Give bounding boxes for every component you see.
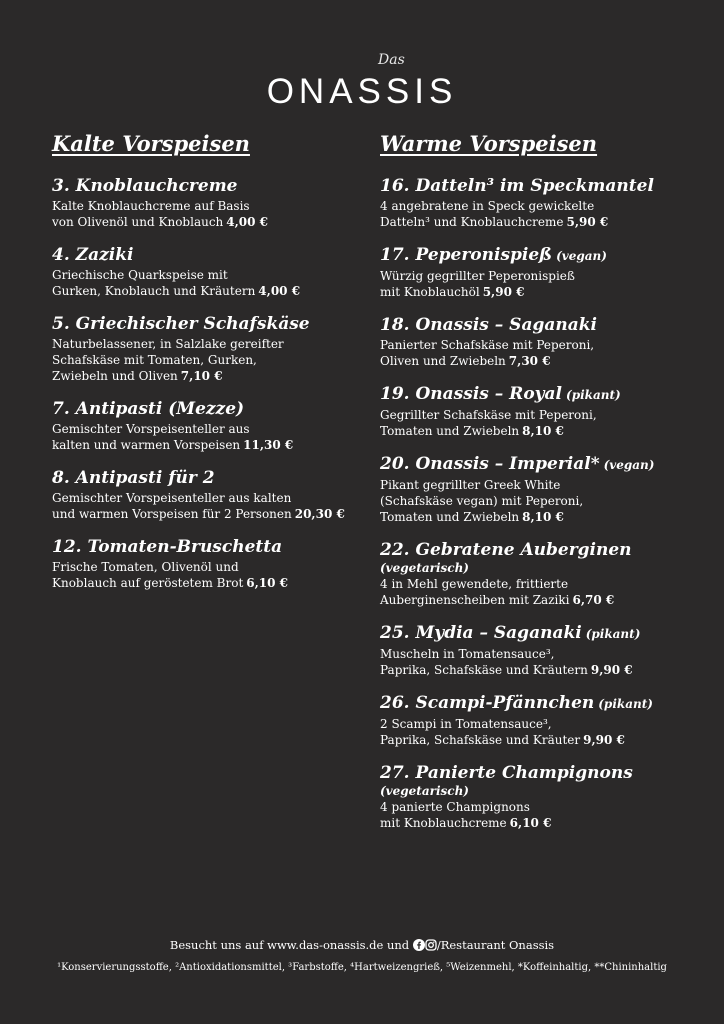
description-line: Gemischter Vorspeisenteller aus bbox=[52, 422, 250, 436]
description-line: Tomaten und Zwiebeln bbox=[380, 424, 520, 438]
logo-das-text: Das bbox=[378, 52, 405, 68]
description-line: und warmen Vorspeisen für 2 Personen bbox=[52, 507, 292, 521]
description-line: Panierter Schafskäse mit Peperoni, bbox=[380, 338, 595, 352]
menu-item-tag: (vegan) bbox=[556, 249, 607, 263]
description-line: Naturbelassener, in Salzlake gereifter bbox=[52, 337, 284, 351]
description-line: Griechische Quarkspeise mit bbox=[52, 268, 228, 282]
menu-item-description bbox=[380, 576, 690, 608]
menu-item-price: 5,90 € bbox=[482, 285, 525, 299]
menu-item-name bbox=[380, 763, 690, 784]
facebook-icon[interactable] bbox=[413, 939, 425, 954]
menu-item bbox=[52, 314, 352, 384]
menu-item bbox=[380, 384, 690, 439]
menu-item-title: 16. Datteln³ im Speckmantel bbox=[380, 176, 654, 196]
description-line: 2 Scampi in Tomatensauce³, bbox=[380, 717, 552, 731]
description-line: Gegrillter Schafskäse mit Peperoni, bbox=[380, 408, 597, 422]
menu-item bbox=[380, 315, 690, 369]
warm-starters-column bbox=[380, 130, 690, 846]
menu-item-title: 7. Antipasti (Mezze) bbox=[52, 399, 245, 419]
menu-item-title: 27. Panierte Champignons bbox=[380, 763, 633, 783]
description-line: Gurken, Knoblauch und Kräutern bbox=[52, 284, 256, 298]
menu-item-title: 26. Scampi-Pfännchen bbox=[380, 693, 595, 713]
menu-item-price: 8,10 € bbox=[522, 510, 564, 524]
menu-item-tag: (vegan) bbox=[603, 458, 655, 472]
menu-item bbox=[380, 176, 690, 230]
menu-item-name bbox=[380, 315, 690, 336]
menu-item-title: 20. Onassis – Imperial* bbox=[380, 454, 600, 474]
description-line: Oliven und Zwiebeln bbox=[380, 354, 506, 368]
menu-item bbox=[52, 537, 352, 591]
description-line: mit Knoblauchöl bbox=[380, 285, 480, 299]
menu-item-title: 17. Peperonispieß bbox=[380, 245, 553, 265]
menu-item-price: 6,10 € bbox=[246, 576, 289, 590]
menu-item-description bbox=[52, 490, 352, 522]
menu-item-description bbox=[380, 646, 690, 678]
menu-item-name bbox=[52, 537, 352, 558]
description-line: (Schafskäse vegan) mit Peperoni, bbox=[380, 494, 584, 508]
menu-item bbox=[52, 176, 352, 230]
description-line: von Olivenöl und Knoblauch bbox=[52, 215, 224, 229]
description-line: Auberginenscheiben mit Zaziki bbox=[380, 593, 570, 607]
menu-item-price: 4,00 € bbox=[258, 284, 301, 298]
menu-item-price: 7,30 € bbox=[508, 354, 551, 368]
menu-item bbox=[380, 763, 690, 831]
description-line: mit Knoblauchcreme bbox=[380, 816, 507, 830]
menu-item-price: 6,70 € bbox=[572, 593, 615, 607]
menu-item-name bbox=[52, 314, 352, 335]
description-line: Datteln³ und Knoblauchcreme bbox=[380, 215, 564, 229]
description-line: Paprika, Schafskäse und Kräutern bbox=[380, 663, 588, 677]
menu-item-price: 8,10 € bbox=[522, 424, 564, 438]
description-line: Frische Tomaten, Olivenöl und bbox=[52, 560, 239, 574]
menu-item-description bbox=[380, 407, 690, 439]
menu-item-description bbox=[380, 337, 690, 369]
footer-social-handle: /Restaurant Onassis bbox=[436, 938, 555, 952]
footer-visit-line bbox=[0, 938, 724, 954]
section-title-cold: Kalte Vorspeisen bbox=[52, 131, 250, 156]
menu-item-title: 8. Antipasti für 2 bbox=[52, 468, 215, 488]
description-line: Knoblauch auf geröstetem Brot bbox=[52, 576, 244, 590]
menu-item-price: 6,10 € bbox=[509, 816, 552, 830]
menu-item bbox=[380, 693, 690, 748]
menu-item-tag: (pikant) bbox=[585, 627, 641, 641]
menu-item-title: 25. Mydia – Saganaki bbox=[380, 623, 582, 643]
cold-starters-column bbox=[52, 130, 352, 606]
menu-item-description bbox=[380, 198, 690, 230]
menu-item-name bbox=[380, 245, 690, 267]
description-line: Würzig gegrillter Peperonispieß bbox=[380, 269, 575, 283]
menu-item-description bbox=[52, 267, 352, 299]
description-line: Pikant gegrillter Greek White bbox=[380, 478, 561, 492]
menu-item-name bbox=[52, 468, 352, 489]
menu-item bbox=[52, 468, 352, 522]
description-line: Zwiebeln und Oliven bbox=[52, 369, 178, 383]
menu-item-description bbox=[52, 421, 352, 453]
menu-item-description bbox=[52, 336, 352, 384]
menu-item-title: 18. Onassis – Saganaki bbox=[380, 315, 597, 335]
menu-item-price: 9,90 € bbox=[583, 733, 625, 747]
menu-item-description bbox=[380, 716, 690, 748]
warm-starters-list bbox=[380, 176, 690, 831]
menu-item-tag: (pikant) bbox=[566, 388, 621, 402]
description-line: Kalte Knoblauchcreme auf Basis bbox=[52, 199, 250, 213]
cold-starters-list bbox=[52, 176, 352, 591]
menu-item-price: 7,10 € bbox=[180, 369, 223, 383]
description-line: 4 in Mehl gewendete, frittierte bbox=[380, 577, 569, 591]
menu-item bbox=[380, 540, 690, 608]
menu-item-title: 19. Onassis – Royal bbox=[380, 384, 563, 404]
allergen-legend: ¹Konservierungsstoffe, ²Antioxidationsmittel, ³Farbstoffe, ⁴Hartweizengrieß, ⁵Weizenmehl, *Koffeinhaltig, **Chininhaltig bbox=[57, 962, 667, 973]
description-line: 4 angebratene in Speck gewickelte bbox=[380, 199, 595, 213]
menu-item-description bbox=[52, 198, 352, 230]
menu-item-name bbox=[380, 454, 690, 476]
menu-item bbox=[380, 623, 690, 678]
instagram-icon[interactable] bbox=[425, 939, 437, 954]
menu-item-name bbox=[380, 623, 690, 645]
menu-item-description bbox=[52, 559, 352, 591]
menu-item-name bbox=[380, 693, 690, 715]
menu-item-price: 11,30 € bbox=[243, 438, 294, 452]
menu-item bbox=[380, 454, 690, 525]
menu-item-price: 5,90 € bbox=[566, 215, 609, 229]
menu-item-price: 4,00 € bbox=[226, 215, 269, 229]
footer-visit-text: Besucht uns auf www.das-onassis.de und bbox=[169, 938, 410, 952]
menu-item-name bbox=[52, 245, 352, 266]
menu-item-description bbox=[380, 268, 690, 300]
menu-item-price: 9,90 € bbox=[590, 663, 633, 677]
menu-item-title: 4. Zaziki bbox=[52, 245, 134, 265]
description-line: Gemischter Vorspeisenteller aus kalten bbox=[52, 491, 292, 505]
menu-item bbox=[52, 399, 352, 453]
menu-item-tag: (vegetarisch) bbox=[380, 561, 469, 575]
menu-item-title: 5. Griechischer Schafskäse bbox=[52, 314, 310, 334]
menu-item-name bbox=[52, 176, 352, 197]
menu-item-description bbox=[380, 477, 690, 525]
menu-item-title: 22. Gebratene Auberginen bbox=[380, 540, 632, 560]
menu-item bbox=[380, 245, 690, 300]
menu-item-description bbox=[380, 799, 690, 831]
description-line: kalten und warmen Vorspeisen bbox=[52, 438, 241, 452]
menu-item-tag: (pikant) bbox=[598, 697, 653, 711]
menu-item-title: 3. Knoblauchcreme bbox=[52, 176, 238, 196]
menu-item bbox=[52, 245, 352, 299]
menu-item-name bbox=[380, 384, 690, 406]
menu-item-name bbox=[52, 399, 352, 420]
description-line: Tomaten und Zwiebeln bbox=[380, 510, 520, 524]
menu-item-name bbox=[380, 176, 690, 197]
description-line: Paprika, Schafskäse und Kräuter bbox=[380, 733, 581, 747]
logo-name-text: ONASSIS bbox=[266, 72, 458, 111]
menu-item-title: 12. Tomaten-Bruschetta bbox=[52, 537, 283, 557]
menu-item-price: 20,30 € bbox=[294, 507, 345, 521]
description-line: Schafskäse mit Tomaten, Gurken, bbox=[52, 353, 257, 367]
menu-item-tag: (vegetarisch) bbox=[380, 784, 469, 798]
description-line: Muscheln in Tomatensauce³, bbox=[380, 647, 555, 661]
description-line: 4 panierte Champignons bbox=[380, 800, 530, 814]
section-title-warm: Warme Vorspeisen bbox=[380, 131, 598, 156]
menu-item-name bbox=[380, 540, 690, 561]
